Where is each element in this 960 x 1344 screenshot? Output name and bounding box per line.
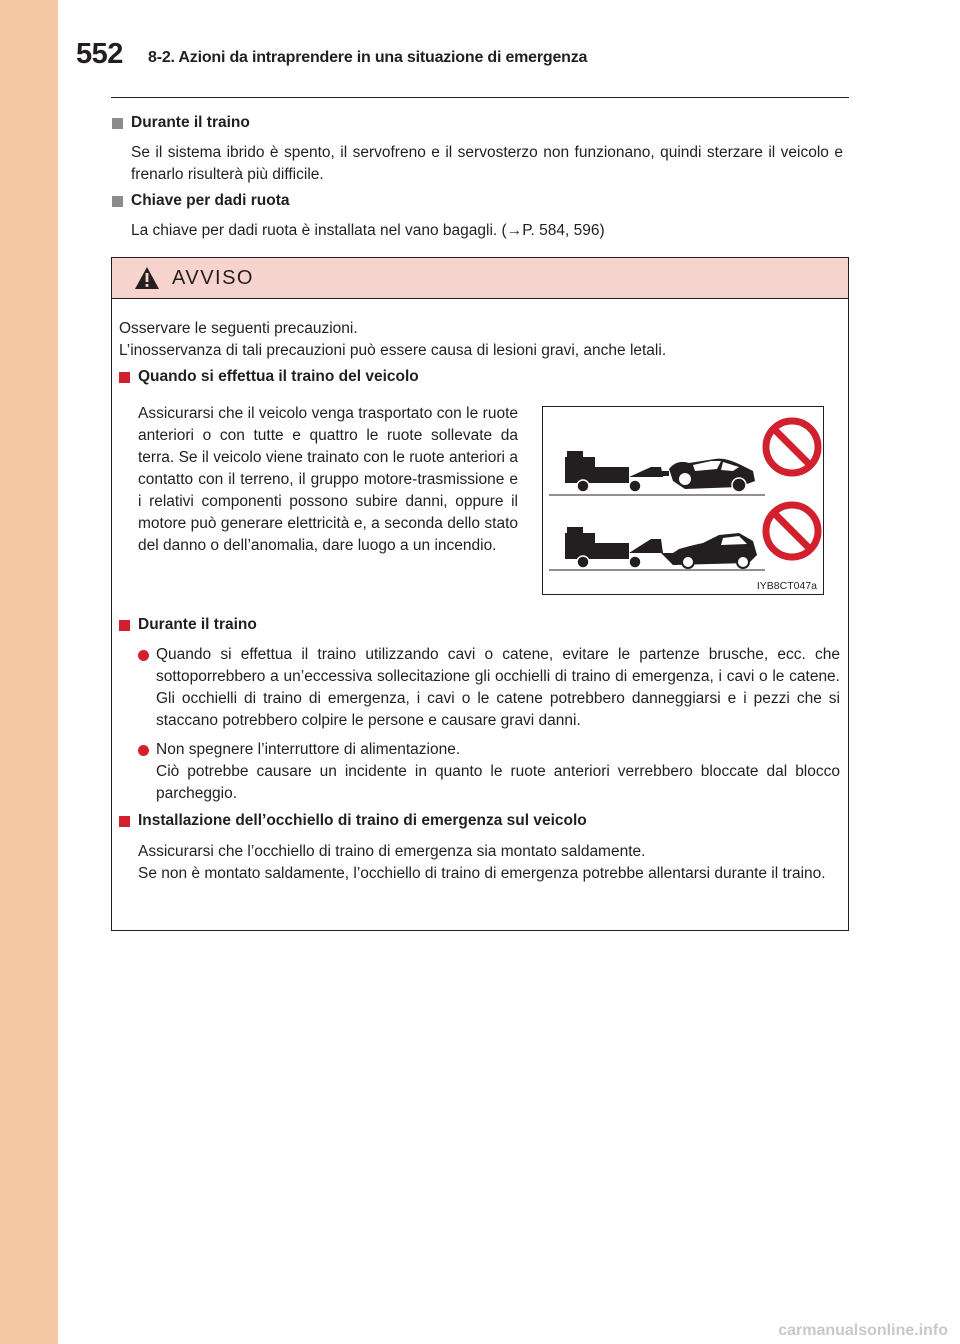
- warning-towing-vehicle-text: Assicurarsi che il veicolo venga trasportato con le ruote anteriori o con tutte e quattro le ruote sollevate da terra. Se il veicolo viene trainato con le ruote anteriori a contatto con il terreno, il gruppo motore-trasmissione e i relativi componenti possono subire danni, oppure il motore può generare elettricità e, a seconda dello stato del danno o dell’anomalia, dare luogo a un incendio.: [138, 405, 518, 554]
- warning-intro-line1: Osservare le seguenti precauzioni.: [119, 320, 358, 337]
- section-heading-text: Durante il traino: [131, 114, 250, 131]
- chapter-title: 8-2. Azioni da intraprendere in una situazione di emergenza: [148, 49, 588, 66]
- warning-subheading-tow-eye: [119, 812, 587, 830]
- watermark: carmanualsonline.info: [778, 1322, 948, 1339]
- section-heading-towing: [112, 114, 250, 132]
- round-bullet-icon: [138, 650, 149, 661]
- towing-illustration: [542, 406, 824, 595]
- warning-bullet-cables: [138, 644, 840, 732]
- warning-title: AVVISO: [172, 267, 254, 289]
- header-divider: [111, 97, 849, 98]
- warning-subheading-during-towing: [119, 616, 257, 634]
- tow-truck-illustration: [543, 407, 823, 594]
- square-bullet-icon: [119, 816, 130, 827]
- square-bullet-icon: [119, 620, 130, 631]
- warning-tow-eye-line1: Assicurarsi che l’occhiello di traino di emergenza sia montato saldamente.: [138, 843, 646, 860]
- square-bullet-icon: [119, 372, 130, 383]
- section-text-towing: Se il sistema ibrido è spento, il servofreno e il servosterzo non funzionano, quindi sterzare il veicolo e frenarlo risulterà più difficile.: [131, 144, 843, 183]
- figure-code: IYB8CT047a: [756, 580, 817, 592]
- warning-subheading-text: Installazione dell’occhiello di traino di emergenza sul veicolo: [138, 812, 587, 829]
- warning-triangle-icon: [134, 266, 160, 290]
- bullet-text-line1: Non spegnere l’interruttore di alimentazione.: [156, 741, 461, 758]
- section-heading-wrench: [112, 192, 289, 210]
- warning-subheading-text: Durante il traino: [138, 616, 257, 633]
- warning-subheading-text: Quando si effettua il traino del veicolo: [138, 368, 419, 385]
- square-bullet-icon: [112, 118, 123, 129]
- round-bullet-icon: [138, 745, 149, 756]
- warning-header: [112, 258, 848, 299]
- warning-box: [111, 257, 849, 931]
- warning-tow-eye-line2: Se non è montato saldamente, l’occhiello di traino di emergenza potrebbe allentarsi durante il traino.: [138, 865, 826, 882]
- warning-intro-line2: L’inosservanza di tali precauzioni può essere causa di lesioni gravi, anche letali.: [119, 342, 667, 359]
- section-heading-text: Chiave per dadi ruota: [131, 192, 290, 209]
- warning-bullet-power-switch: [138, 739, 840, 805]
- square-bullet-icon: [112, 196, 123, 207]
- warning-subheading-towing-vehicle: [119, 368, 419, 386]
- chapter-side-tab: [0, 0, 58, 1344]
- section-text-wrench: La chiave per dadi ruota è installata nel vano bagagli. (→P. 584, 596): [131, 222, 605, 239]
- bullet-text-line2: Ciò potrebbe causare un incidente in quanto le ruote anteriori verrebbero bloccate dal blocco parcheggio.: [156, 763, 840, 802]
- page-number: 552: [76, 38, 123, 70]
- bullet-text: Quando si effettua il traino utilizzando cavi o catene, evitare le partenze brusche, ecc. che sottoporrebbero a un’eccessiva sollecitazione gli occhielli di traino di emergenza, i cavi o le catene. Gli occhielli di traino di emergenza, i cavi o le catene potrebbero danneggiarsi e i pezzi che si staccano potrebbero colpire le persone e causare gravi danni.: [156, 646, 840, 729]
